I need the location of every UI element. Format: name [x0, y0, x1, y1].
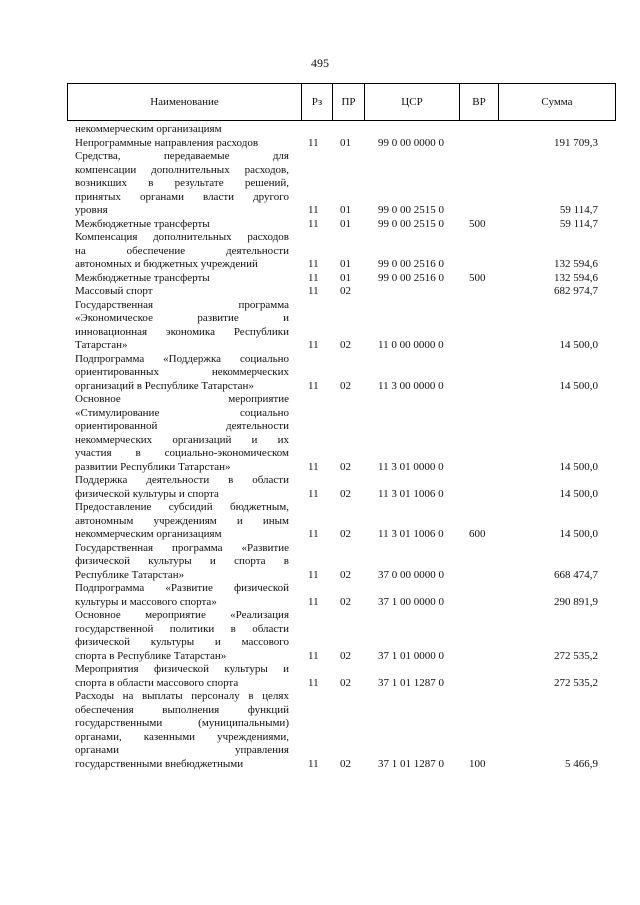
row-name	[75, 393, 289, 474]
table-row	[0, 285, 640, 299]
row-name-line: физической культуры и массового	[75, 636, 289, 648]
row-name	[75, 299, 289, 353]
row-pr: 02	[340, 285, 351, 297]
row-name-line: Основное мероприятие	[75, 393, 289, 405]
row-rz: 11	[308, 217, 319, 230]
row-name	[75, 542, 289, 583]
row-name-line: государственной политики в области	[75, 622, 289, 635]
page-number: 495	[311, 56, 329, 70]
row-vr: 100	[469, 757, 486, 770]
row-csr: 37 1 00 0000 0	[378, 595, 444, 608]
row-name-line: развитии Республики Татарстан»	[75, 460, 231, 473]
row-name-line: Массовый спорт	[75, 285, 153, 297]
row-name-line: организаций в Республике Татарстан»	[75, 379, 254, 392]
row-name-line: Расходы на выплаты персоналу в целях	[75, 690, 289, 702]
row-name-line: компенсации дополнительных расходов,	[75, 163, 289, 176]
row-vr: 500	[469, 271, 486, 284]
row-csr: 11 3 01 1006 0	[378, 487, 444, 500]
row-name-line: Республике Татарстан»	[75, 568, 185, 581]
row-pr: 01	[340, 136, 351, 149]
row-name	[75, 231, 289, 272]
row-csr: 99 0 00 2515 0	[378, 204, 444, 216]
table-row	[0, 353, 640, 394]
row-name	[75, 285, 289, 299]
row-name-line: Межбюджетные трансферты	[75, 271, 210, 284]
row-sum: 272 535,2	[554, 676, 598, 689]
row-name	[75, 137, 289, 151]
row-name-line: ориентированных некоммерческих	[75, 366, 289, 378]
row-pr: 02	[340, 757, 351, 770]
table-row	[0, 501, 640, 542]
row-rz: 11	[308, 204, 319, 216]
row-rz: 11	[308, 460, 319, 473]
header-csr: ЦСР	[401, 96, 423, 108]
row-csr: 99 0 00 2516 0	[378, 271, 444, 284]
row-name-line: Межбюджетные трансферты	[75, 217, 210, 230]
table-row	[0, 218, 640, 232]
row-pr: 02	[340, 595, 351, 608]
row-pr: 02	[340, 676, 351, 689]
row-csr: 37 1 01 0000 0	[378, 649, 444, 662]
row-sum: 59 114,7	[559, 204, 598, 216]
row-rz: 11	[308, 528, 319, 540]
row-name-line: спорта в Республике Татарстан»	[75, 649, 227, 662]
row-name-line: автономным учреждениям и иным	[75, 514, 289, 527]
row-pr: 02	[340, 379, 351, 392]
table-header	[67, 83, 616, 121]
row-name	[75, 218, 289, 232]
row-name	[75, 150, 289, 218]
row-rz: 11	[308, 136, 319, 149]
row-sum: 132 594,6	[554, 258, 598, 270]
row-sum: 272 535,2	[554, 649, 598, 662]
row-name-line: некоммерческим организациям	[75, 123, 222, 135]
row-vr: 600	[469, 528, 486, 540]
row-sum: 132 594,6	[554, 271, 598, 284]
row-sum: 14 500,0	[559, 528, 598, 540]
row-sum: 682 974,7	[554, 285, 598, 297]
row-sum: 14 500,0	[559, 339, 598, 351]
row-name	[75, 272, 289, 286]
table-row	[0, 690, 640, 771]
row-sum: 668 474,7	[554, 568, 598, 581]
row-rz: 11	[308, 258, 319, 270]
table-row	[0, 123, 640, 137]
row-pr: 02	[340, 528, 351, 540]
row-pr: 02	[340, 339, 351, 351]
row-pr: 01	[340, 271, 351, 284]
row-name-line: Государственная программа	[75, 298, 289, 311]
row-csr: 99 0 00 2516 0	[378, 258, 444, 270]
row-rz: 11	[308, 676, 319, 689]
row-name-line: «Экономическое развитие и	[75, 312, 289, 324]
row-vr: 500	[469, 217, 486, 230]
row-name	[75, 663, 289, 690]
row-name-line: Непрограммные направления расходов	[75, 136, 259, 149]
row-sum: 14 500,0	[559, 460, 598, 473]
row-name	[75, 123, 289, 137]
header-pr: ПР	[341, 96, 356, 108]
row-pr: 01	[340, 204, 351, 216]
row-name-line: органами, казенными учреждениями,	[75, 730, 289, 743]
row-pr: 02	[340, 649, 351, 662]
row-sum: 5 466,9	[565, 757, 598, 770]
table-row	[0, 609, 640, 663]
header-rz: Рз	[311, 96, 323, 108]
row-name-line: Государственная программа «Развитие	[75, 541, 289, 554]
table-row	[0, 231, 640, 272]
row-csr: 11 3 00 0000 0	[378, 379, 444, 392]
row-sum: 290 891,9	[554, 595, 598, 608]
row-sum: 59 114,7	[559, 217, 598, 230]
row-name-line: Подпрограмма «Развитие физической	[75, 582, 289, 594]
row-pr: 02	[340, 460, 351, 473]
table-row	[0, 663, 640, 690]
row-name-line: государственными (муниципальными)	[75, 717, 289, 729]
table-row	[0, 393, 640, 474]
table-row	[0, 150, 640, 218]
row-pr: 02	[340, 487, 351, 500]
row-name-line: культуры и массового спорта»	[75, 595, 217, 608]
row-name-line: инновационная экономика Республики	[75, 325, 289, 338]
row-name-line: Предоставление субсидий бюджетным,	[75, 501, 289, 513]
table-row	[0, 272, 640, 286]
header-sum: Сумма	[541, 96, 573, 108]
row-name-line: уровня	[75, 204, 108, 216]
row-name-line: спорта в области массового спорта	[75, 676, 239, 689]
row-csr: 11 3 01 1006 0	[378, 528, 444, 540]
row-name-line: Мероприятия физической культуры и	[75, 663, 289, 675]
row-sum: 191 709,3	[554, 136, 598, 149]
row-sum: 14 500,0	[559, 487, 598, 500]
row-name-line: некоммерческих организаций и их	[75, 433, 289, 446]
row-csr: 11 3 01 0000 0	[378, 460, 444, 473]
row-name	[75, 353, 289, 394]
header-name: Наименование	[150, 96, 219, 108]
row-name	[75, 609, 289, 663]
row-name	[75, 474, 289, 501]
row-rz: 11	[308, 568, 319, 581]
row-name-line: возникших в результате решений,	[75, 177, 289, 189]
row-name	[75, 582, 289, 609]
row-name-line: Средства, передаваемые для	[75, 150, 289, 162]
table-row	[0, 137, 640, 151]
table-row	[0, 542, 640, 583]
row-name-line: органами управления	[75, 744, 289, 756]
row-name-line: принятых органами власти другого	[75, 190, 289, 203]
row-name-line: физической культуры и спорта	[75, 487, 219, 500]
table-row	[0, 582, 640, 609]
row-name-line: участия в социально-экономическом	[75, 447, 289, 459]
row-name-line: Компенсация дополнительных расходов	[75, 231, 289, 243]
row-name-line: обеспечения выполнения функций	[75, 703, 289, 716]
row-rz: 11	[308, 285, 319, 297]
table-row	[0, 299, 640, 353]
row-name-line: автономных и бюджетных учреждений	[75, 258, 258, 270]
row-name-line: Татарстан»	[75, 339, 128, 351]
row-name-line: Подпрограмма «Поддержка социально	[75, 352, 289, 365]
row-csr: 11 0 00 0000 0	[378, 339, 444, 351]
row-name-line: «Стимулирование социально	[75, 406, 289, 419]
row-csr: 99 0 00 0000 0	[378, 136, 444, 149]
row-name-line: Поддержка деятельности в области	[75, 474, 289, 486]
row-csr: 99 0 00 2515 0	[378, 217, 444, 230]
row-pr: 01	[340, 258, 351, 270]
row-rz: 11	[308, 757, 319, 770]
row-name-line: физической культуры и спорта в	[75, 555, 289, 567]
row-csr: 37 1 01 1287 0	[378, 757, 444, 770]
row-rz: 11	[308, 271, 319, 284]
row-name-line: Основное мероприятие «Реализация	[75, 609, 289, 621]
row-rz: 11	[308, 339, 319, 351]
row-csr: 37 0 00 0000 0	[378, 568, 444, 581]
header-vr: ВР	[472, 96, 486, 108]
row-rz: 11	[308, 487, 319, 500]
row-name-line: государственными внебюджетными	[75, 757, 244, 770]
row-pr: 01	[340, 217, 351, 230]
row-sum: 14 500,0	[559, 379, 598, 392]
table-row	[0, 474, 640, 501]
row-name-line: некоммерческим организациям	[75, 528, 222, 540]
row-rz: 11	[308, 595, 319, 608]
row-pr: 02	[340, 568, 351, 581]
row-csr: 37 1 01 1287 0	[378, 676, 444, 689]
row-name-line: на обеспечение деятельности	[75, 244, 289, 257]
row-rz: 11	[308, 379, 319, 392]
row-rz: 11	[308, 649, 319, 662]
row-name-line: ориентированной деятельности	[75, 420, 289, 432]
row-name	[75, 690, 289, 771]
row-name	[75, 501, 289, 542]
